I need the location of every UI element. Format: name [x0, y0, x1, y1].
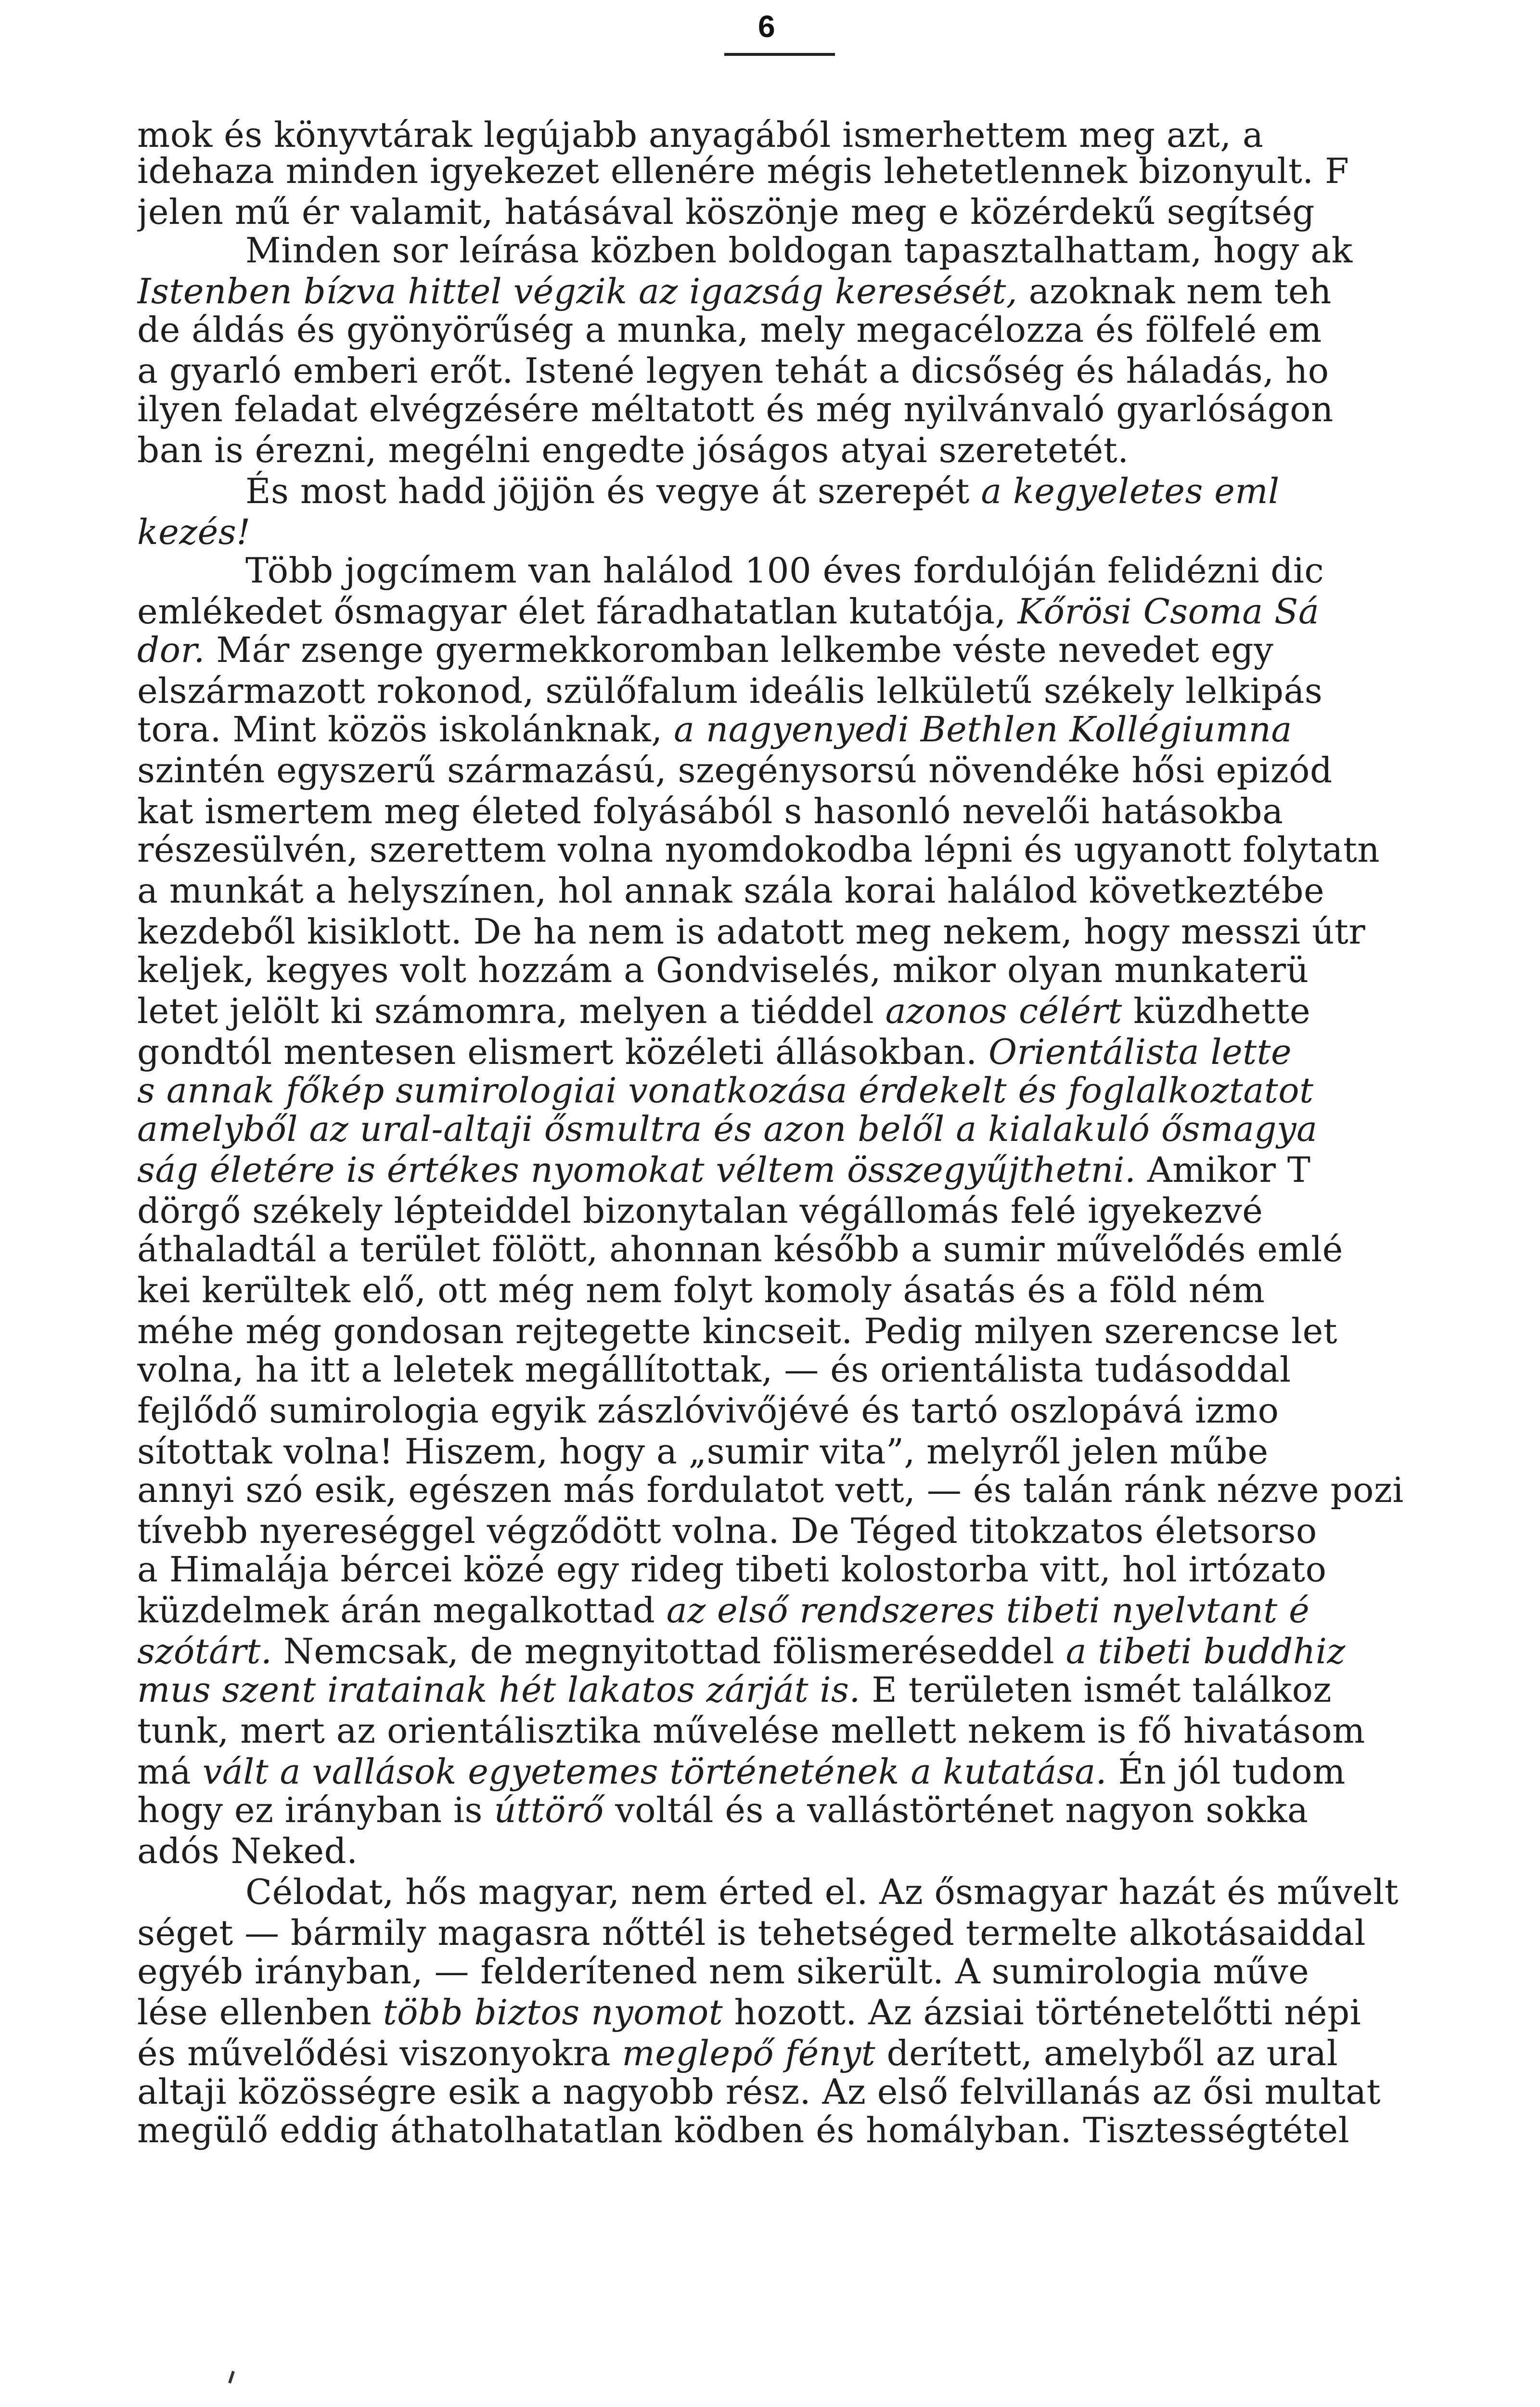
- text-line: [137, 1069, 1437, 1112]
- text-segment: séget — bármily magasra nőttél is tehetséged termelte alkotásaiddal: [137, 1913, 1366, 1953]
- italic-text-segment: Orientálista lette: [988, 1032, 1292, 1072]
- text-line: [137, 2070, 1437, 2113]
- text-line: [137, 1030, 1437, 1074]
- text-segment: mok és könyvtárak legújabb anyagából ismerhettem meg azt, a: [137, 115, 1264, 155]
- stray-mark: [228, 2371, 235, 2384]
- text-segment: altaji közösségre esik a nagyobb rész. Az első felvillanás az ősi multat: [137, 2071, 1381, 2112]
- page-number-rule: [724, 53, 835, 56]
- text-segment: Célodat, hős magyar, nem érted el. Az ősmagyar hazát és művelt: [245, 1872, 1399, 1912]
- text-line: [137, 1309, 1437, 1353]
- italic-text-segment: ság életére is értékes nyomokat véltem összegyűjthetni.: [137, 1150, 1136, 1190]
- text-line: [137, 1348, 1437, 1391]
- italic-text-segment: úttörő: [494, 1790, 604, 1830]
- text-line: [137, 510, 1437, 554]
- italic-text-segment: azonos célért: [885, 991, 1122, 1031]
- italic-text-segment: mus szent iratainak hét lakatos zárját is.: [137, 1669, 860, 1710]
- text-segment: dörgő székely lépteiddel bizonytalan végállomás felé igyekezvé: [137, 1191, 1263, 1231]
- text-line: [137, 1750, 1437, 1793]
- text-line: [137, 749, 1437, 792]
- text-segment: egyéb irányban, — felderítened nem sikerült. A sumirologia műve: [137, 1951, 1309, 1992]
- text-segment: méhe még gondosan rejtegette kincseit. Pedig milyen szerencse let: [137, 1311, 1338, 1351]
- text-segment: a gyarló emberi erőt. Istené legyen tehát a dicsőség és háladás, ho: [137, 350, 1329, 391]
- text-line: [137, 1911, 1437, 1954]
- text-line: [137, 948, 1437, 992]
- text-segment: jelen mű ér valamit, hatásával köszönje meg e közérdekű segítség: [137, 192, 1315, 232]
- text-segment: Több jogcímem van halálod 100 éves fordulóján felidézni dic: [245, 550, 1324, 591]
- text-segment: keljek, kegyes volt hozzám a Gondviselés, mikor olyan munkaterü: [137, 950, 1309, 990]
- text-line: [137, 1268, 1437, 1312]
- text-segment: annyi szó esik, egészen más fordulatot vett, — és talán ránk nézve pozi: [137, 1470, 1404, 1510]
- text-segment: E területen ismét találkoz: [860, 1669, 1332, 1710]
- text-line: [137, 1548, 1437, 1591]
- text-segment: derített, amelyből az ural: [875, 2033, 1338, 2073]
- text-segment: adós Neked.: [137, 1831, 358, 1871]
- text-line: [137, 1829, 1437, 1873]
- text-line: [137, 869, 1437, 912]
- text-line: [137, 1630, 1437, 1673]
- text-segment: küzdelmek árán megalkottad: [137, 1590, 667, 1631]
- italic-text-segment: a tibeti buddhiz: [1065, 1631, 1346, 1671]
- text-segment: Már zsenge gyermekkoromban lelkembe véste nevedet egy: [205, 630, 1274, 670]
- text-segment: Amikor T: [1136, 1150, 1311, 1190]
- text-segment: emlékedet ősmagyar élet fáradhatatlan kutatója,: [137, 591, 1018, 632]
- italic-text-segment: kezés!: [137, 512, 251, 552]
- italic-text-segment: vált a vallások egyetemes történetének a kutatása.: [202, 1751, 1107, 1792]
- text-line: [137, 789, 1437, 833]
- text-line: [137, 308, 1437, 351]
- text-segment: Nemcsak, de megnyitottad fölismeréseddel: [272, 1631, 1066, 1671]
- text-segment: kat ismertem meg életed folyásából s hasonló nevelői hatásokba: [137, 791, 1283, 831]
- text-line: [137, 1991, 1437, 2034]
- text-line: [137, 1468, 1437, 1512]
- text-line: [245, 229, 1540, 272]
- italic-text-segment: meglepő fényt: [622, 2033, 876, 2073]
- text-segment: sítottak volna! Hiszem, hogy a „sumir vita”, melyről jelen műbe: [137, 1431, 1269, 1472]
- italic-text-segment: dor.: [137, 630, 205, 670]
- text-line: [137, 628, 1437, 672]
- text-segment: Minden sor leírása közben boldogan tapasztalhattam, hogy ak: [245, 230, 1353, 271]
- text-line: [137, 590, 1437, 633]
- text-segment: És most hadd jöjjön és vegye át szerepét: [245, 471, 981, 511]
- text-segment: hozott. Az ázsiai történetelőtti népi: [723, 1992, 1361, 2032]
- text-segment: lése ellenben: [137, 1992, 383, 2032]
- text-line: [137, 349, 1437, 392]
- text-line: [137, 428, 1437, 472]
- text-line: [137, 2109, 1437, 2152]
- text-line: [137, 828, 1437, 871]
- text-line: [137, 1950, 1437, 1993]
- text-line: [137, 1430, 1437, 1473]
- text-line: [137, 1509, 1437, 1553]
- text-segment: kei kerültek elő, ott még nem folyt komoly ásatás és a föld ném: [137, 1270, 1265, 1310]
- text-line: [245, 549, 1540, 592]
- text-segment: tívebb nyereséggel végződött volna. De Téged titokzatos életsorso: [137, 1511, 1317, 1551]
- italic-text-segment: a kegyeletes eml: [981, 471, 1280, 511]
- text-line: [137, 1389, 1437, 1432]
- text-segment: megülő eddig áthatolhatatlan ködben és homályban. Tisztességtétel: [137, 2110, 1350, 2150]
- italic-text-segment: az első rendszeres tibeti nyelvtant é: [666, 1590, 1310, 1631]
- text-segment: voltál és a vallástörténet nagyon sokka: [603, 1790, 1309, 1830]
- text-line: [137, 989, 1437, 1033]
- text-line: [245, 469, 1540, 513]
- text-segment: má: [137, 1751, 203, 1792]
- text-segment: a Himalája bércei közé egy rideg tibeti kolostorba vitt, hol irtózato: [137, 1549, 1327, 1590]
- italic-text-segment: a nagyenyedi Bethlen Kollégiumna: [674, 709, 1292, 750]
- italic-text-segment: s annak főkép sumirologiai vonatkozása érdekelt és foglalkoztatot: [137, 1070, 1314, 1111]
- text-segment: tunk, mert az orientálisztika művelése mellett nekem is fő hivatásom: [137, 1710, 1365, 1751]
- text-segment: hogy ez irányban is: [137, 1790, 494, 1830]
- text-line: [137, 1668, 1437, 1711]
- text-segment: Én jól tudom: [1107, 1751, 1346, 1792]
- text-line: [137, 1589, 1437, 1632]
- text-segment: szintén egyszerű származású, szegénysorsú növendéke hősi epizód: [137, 750, 1333, 790]
- text-line: [137, 1107, 1437, 1151]
- text-line: [137, 388, 1437, 431]
- text-segment: ilyen feladat elvégzésére méltatott és még nyilvánvaló gyarlóságon: [137, 389, 1334, 429]
- text-segment: és művelődési viszonyokra: [137, 2033, 622, 2073]
- text-line: [137, 1788, 1437, 1832]
- text-segment: de áldás és gyönyörűség a munka, mely megacélozza és fölfelé em: [137, 310, 1322, 350]
- text-segment: idehaza minden igyekezet ellenére mégis lehetetlennek bizonyult. F: [137, 151, 1349, 191]
- text-segment: elszármazott rokonod, szülőfalum ideális lelkületű székely lelkipás: [137, 671, 1323, 711]
- text-line: [137, 270, 1437, 313]
- text-segment: részesülvén, szerettem volna nyomdokodba lépni és ugyanott folytatn: [137, 829, 1380, 870]
- text-line: [137, 910, 1437, 953]
- text-line: [137, 1228, 1437, 1271]
- text-segment: fejlődő sumirologia egyik zászlóvivőjévé és tartó oszlopává izmo: [137, 1390, 1279, 1431]
- page-number: 6: [758, 9, 775, 44]
- text-line: [137, 2032, 1437, 2075]
- text-segment: a munkát a helyszínen, hol annak szála korai halálod következtébe: [137, 870, 1325, 911]
- text-line: [137, 1148, 1437, 1191]
- text-segment: áthaladtál a terület fölött, ahonnan később a sumir művelődés emlé: [137, 1229, 1343, 1269]
- text-line: [245, 1870, 1540, 1914]
- text-segment: tora. Mint közös iskolánknak,: [137, 709, 674, 750]
- text-segment: letet jelölt ki számomra, melyen a tiéddel: [137, 991, 886, 1031]
- text-segment: gondtól mentesen elismert közéleti állásokban.: [137, 1032, 988, 1072]
- italic-text-segment: Istenben bízva hittel végzik az igazság keresését,: [137, 271, 1018, 311]
- italic-text-segment: több biztos nyomot: [383, 1992, 723, 2032]
- text-line: [137, 149, 1437, 193]
- text-segment: volna, ha itt a leletek megállítottak, — és orientálista tudásoddal: [137, 1349, 1291, 1390]
- italic-text-segment: szótárt.: [137, 1631, 272, 1671]
- text-segment: kezdeből kisiklott. De ha nem is adatott meg nekem, hogy messzi útr: [137, 911, 1366, 952]
- italic-text-segment: Kőrösi Csoma Sá: [1017, 591, 1320, 632]
- text-line: [137, 1709, 1437, 1752]
- text-segment: azoknak nem teh: [1017, 271, 1332, 311]
- text-line: [137, 669, 1437, 712]
- text-line: [137, 708, 1437, 751]
- italic-text-segment: amelyből az ural-altaji ősmultra és azon belől a kialakuló ősmagya: [137, 1109, 1318, 1149]
- text-segment: küzdhette: [1122, 991, 1311, 1031]
- text-line: [137, 190, 1437, 233]
- text-segment: ban is érezni, megélni engedte jóságos atyai szeretetét.: [137, 430, 1129, 470]
- text-line: [137, 1189, 1437, 1232]
